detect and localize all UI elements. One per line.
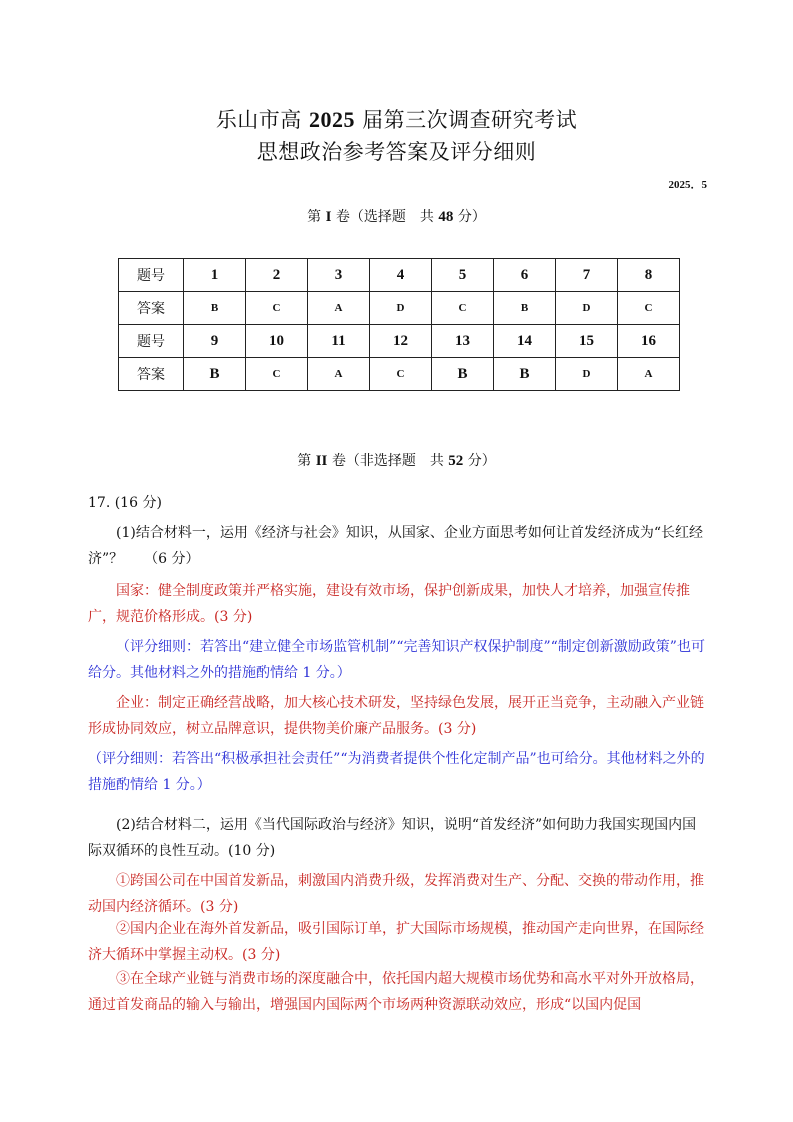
- title-year: 2025: [309, 107, 355, 132]
- question-number: 3: [308, 259, 370, 292]
- table-row: [119, 325, 680, 358]
- part1-numeral: I: [325, 209, 332, 225]
- table-row: [119, 292, 680, 325]
- answer-point-3: ③在全球产业链与消费市场的深度融合中，依托国内超大规模市场优势和高水平对外开放格局，通过首发商品的输入与输出，增强国内国际两个市场两种资源联动效应，形成“以国内促国: [88, 971, 704, 1013]
- answer-cell: A: [308, 358, 370, 391]
- sub-question-2: (2)结合材料二，运用《当代国际政治与经济》知识，说明“首发经济”如何助力我国实现国内国际双循环的良性互动。(10 分): [88, 817, 697, 859]
- row-label-question: 题号: [119, 325, 184, 358]
- question-number: 1: [184, 259, 246, 292]
- answer-cell: A: [308, 292, 370, 325]
- answer-key-table: [118, 258, 680, 391]
- question-number: 5: [432, 259, 494, 292]
- question-number: 15: [556, 325, 618, 358]
- part1-score: 48: [438, 209, 454, 225]
- part2-heading: [0, 450, 793, 470]
- answer-cell: D: [556, 292, 618, 325]
- answer-cell: C: [246, 358, 308, 391]
- answer-point-1: ①跨国公司在中国首发新品，刺激国内消费升级，发挥消费对生产、分配、交换的带动作用，推动国内经济循环。(3 分): [88, 873, 704, 915]
- question-number: 8: [618, 259, 680, 292]
- question-number: 2: [246, 259, 308, 292]
- question-number: 13: [432, 325, 494, 358]
- row-label-question: 题号: [119, 259, 184, 292]
- answer-cell: C: [246, 292, 308, 325]
- row-label-answer: 答案: [119, 292, 184, 325]
- answer-cell: B: [494, 358, 556, 391]
- question-number: 10: [246, 325, 308, 358]
- rubric-enterprise: （评分细则：若答出“积极承担社会责任”“为消费者提供个性化定制产品”也可给分。其他材料之外的措施酌情给 1 分。）: [88, 751, 705, 793]
- part2-score: 52: [448, 453, 464, 469]
- question-number: 4: [370, 259, 432, 292]
- answer-enterprise: 企业：制定正确经营战略，加大核心技术研发，坚持绿色发展，展开正当竞争，主动融入产业链形成协同效应，树立品牌意识，提供物美价廉产品服务。(3 分): [88, 695, 704, 737]
- question-number: 14: [494, 325, 556, 358]
- answer-cell: C: [370, 358, 432, 391]
- answer-cell: B: [432, 358, 494, 391]
- answer-cell: B: [494, 292, 556, 325]
- part1-pre: 第: [307, 209, 326, 225]
- answer-cell: B: [184, 358, 246, 391]
- answer-cell: A: [618, 358, 680, 391]
- sub-question-1: (1)结合材料一，运用《经济与社会》知识，从国家、企业方面思考如何让首发经济成为“长红经济”？ （6 分）: [88, 525, 703, 567]
- question-17-heading: 17. (16 分): [88, 495, 162, 511]
- answer-cell: B: [184, 292, 246, 325]
- part1-heading: [0, 206, 793, 226]
- question-number: 11: [308, 325, 370, 358]
- title-prefix: 乐山市高: [215, 108, 309, 132]
- answer-cell: C: [618, 292, 680, 325]
- answer-cell: D: [556, 358, 618, 391]
- answer-state: 国家：健全制度政策并严格实施，建设有效市场，保护创新成果，加快人才培养，加强宣传推广，规范价格形成。(3 分): [88, 583, 690, 625]
- title-suffix: 届第三次调查研究考试: [355, 108, 578, 132]
- exam-subtitle: 思想政治参考答案及评分细则: [256, 140, 537, 164]
- question-number: 7: [556, 259, 618, 292]
- part1-mid: 卷（选择题 共: [331, 209, 439, 225]
- table-row: [119, 358, 680, 391]
- question-number: 9: [184, 325, 246, 358]
- question-number: 12: [370, 325, 432, 358]
- answer-point-2: ②国内企业在海外首发新品，吸引国际订单，扩大国际市场规模，推动国产走向世界，在国际经济大循环中掌握主动权。(3 分): [88, 921, 704, 963]
- question-number: 6: [494, 259, 556, 292]
- exam-title: [0, 104, 793, 134]
- exam-date: 2025．5: [668, 179, 707, 191]
- answer-cell: D: [370, 292, 432, 325]
- question-number: 16: [618, 325, 680, 358]
- part2-mid: 卷（非选择题 共: [327, 453, 449, 469]
- table-row: [119, 259, 680, 292]
- part2-post: 分）: [463, 453, 496, 469]
- answer-cell: C: [432, 292, 494, 325]
- part2-numeral: II: [315, 453, 328, 469]
- row-label-answer: 答案: [119, 358, 184, 391]
- part2-pre: 第: [297, 453, 316, 469]
- part1-post: 分）: [453, 209, 486, 225]
- rubric-state: （评分细则：若答出“建立健全市场监管机制”“完善知识产权保护制度”“制定创新激励政策”也可给分。其他材料之外的措施酌情给 1 分。）: [88, 639, 705, 681]
